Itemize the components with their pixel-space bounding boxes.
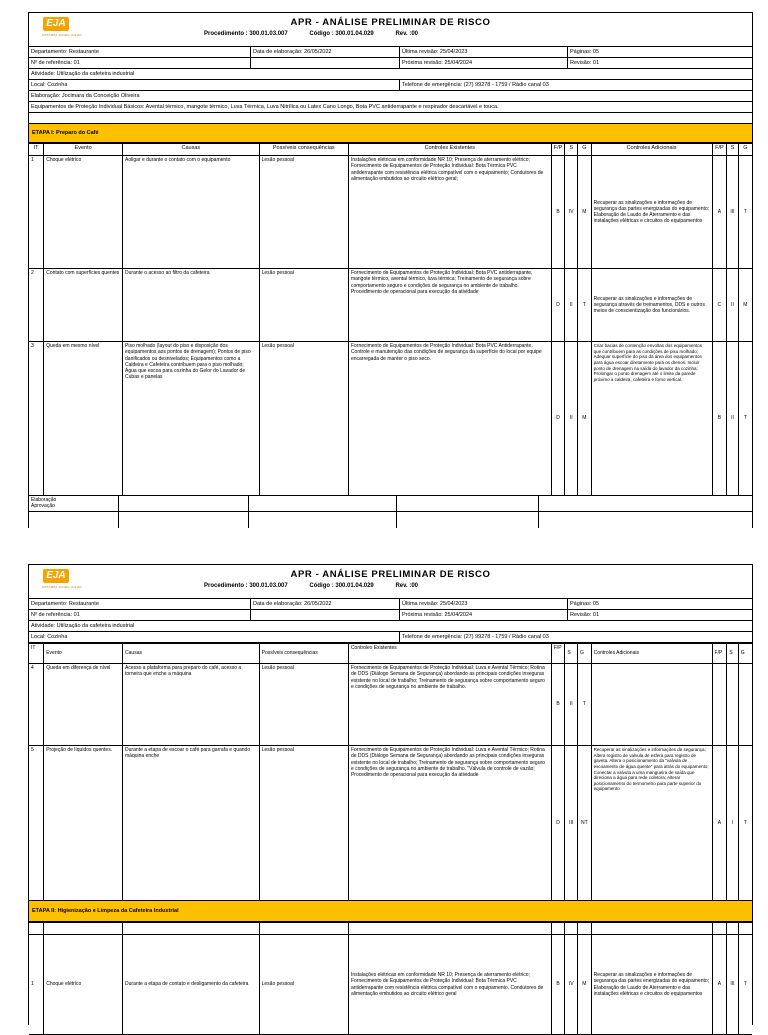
row-fp: D <box>551 342 565 496</box>
elaboracao-label: Elaboração <box>31 497 57 503</box>
col-fp2: F/P <box>712 644 727 664</box>
col-s2: S <box>727 644 739 664</box>
proxima-revisao: Próxima revisão: 25/04/2024 <box>399 610 567 620</box>
row-controles: Instalações elétricas em conformidade NR 10; Presença de aterramento elétrico; Fornecimento de Equipamentos de Proteção Individual: Bota Térmica PVC antiderrapante com resistência elétrica compatível com o equipamento; Condutores de alimentação embutidos ao circuito elétrico geral; <box>348 156 551 269</box>
row-fp: B <box>551 664 565 746</box>
revision-code: Rev. :00 <box>395 583 419 589</box>
row-fp: D <box>551 746 565 901</box>
document-title: APR - ANÁLISE PRELIMINAR DE RISCO <box>290 569 491 580</box>
row-g: NT <box>578 746 592 901</box>
row-evento: Choque elétrico <box>44 156 123 269</box>
logo-subtitle: ESTAMPA JUNHO JULHO <box>42 585 82 589</box>
data-elaboracao: Data de elaboração: 26/05/2022 <box>250 47 399 57</box>
risk-table-page2 <box>29 643 752 901</box>
row-evento: Contato com superfícies quentes <box>44 269 123 342</box>
table-row <box>29 664 752 746</box>
col-s: S <box>565 644 578 664</box>
sign-cell <box>248 496 396 511</box>
document-page-1 <box>28 12 753 530</box>
row-s2: I <box>727 746 739 901</box>
col-consequencias: Possíveis consequências <box>259 144 348 156</box>
row-controles: Fornecimento de Equipamentos de Proteção Individual: Bota PVC Antiderrapante. Controle e manutenção das condições de segurança da superfície do local por equipe encarregada de manter o piso seco. <box>348 342 551 496</box>
spacer-row <box>29 923 752 935</box>
document-title: APR - ANÁLISE PRELIMINAR DE RISCO <box>290 17 491 28</box>
procedimento-code: Procedimento : 300.01.03.007 <box>204 583 288 589</box>
local: Local: Cozinha <box>31 82 68 88</box>
empty-cell <box>578 923 592 935</box>
signature-row <box>29 511 752 529</box>
info-row-1 <box>29 47 752 58</box>
col-causas: Causas <box>123 144 260 156</box>
row-fp2 <box>712 664 727 746</box>
row-s: II <box>565 342 578 496</box>
col-adicionais: Controles Adicionais <box>591 644 712 664</box>
row-g: M <box>578 156 592 269</box>
risk-table-page2-etapa2 <box>29 922 752 1035</box>
empty-cell <box>565 923 578 935</box>
row-adicionais: Recuperar as sinalizações e informações de segurança através de treinamentos, DDS e outros meios de conscientização dos funcionários. <box>591 269 712 342</box>
empty-cell <box>348 923 551 935</box>
row-g: T <box>578 664 592 746</box>
row-evento: Projeção de líquidos quentes. <box>44 746 123 901</box>
risk-table-page1 <box>29 143 752 496</box>
telefone-emergencia: Telefone de emergência: (27) 99278 - 1759 / Rádio canal 03 <box>399 80 750 90</box>
atividade: Atividade: Utilização da cafeteira industrial <box>31 623 135 629</box>
sign-cell <box>538 496 752 511</box>
row-causas: Durante o acesso ao filtro da cafeteira <box>123 269 260 342</box>
row-consequencias: Lesão pessoal <box>259 269 348 342</box>
spacer-row <box>29 113 752 124</box>
row-s: II <box>565 269 578 342</box>
row-controles: Fornecimento de Equipamentos de Proteção Individual: Luva e Avental Térmico; Rotina de DDS (Diálogo Semana de Segurança) abordando as principais condições inseguras existente no local de trabalho; Treinamento de segurança sobre comportamento seguro e condições de segurança no ambiente de trabalho. "Válvula de controle de vazão; Procedimento de operacional para execução da atividade <box>348 746 551 901</box>
empty-cell <box>712 923 727 935</box>
row-fp: B <box>551 156 565 269</box>
row-adicionais <box>591 664 712 746</box>
col-s: S <box>565 144 578 156</box>
sign-cell <box>118 496 248 511</box>
signature-row <box>29 496 752 511</box>
table-row <box>29 156 752 269</box>
row-evento: Choque elétrico <box>44 935 123 1035</box>
row-g2: T <box>738 935 752 1035</box>
row-fp2: A <box>712 156 727 269</box>
col-evento: Evento <box>44 644 123 664</box>
empty-cell <box>551 923 565 935</box>
sign-cell <box>29 511 118 529</box>
row-fp: B <box>551 935 565 1035</box>
row-s2: III <box>727 935 739 1035</box>
blank-cell <box>250 610 399 620</box>
row-causas: Piso molhado (layout do piso e disposição dos equipamentos aos pontos de drenagem); Pontos de piso danificados ou desnivelados; Equipamentos como a Caldeira e Cafeteira contribuem para o piso molhado; Água que escoa para cozinha do Gelor do Lavador de Cubas e panelas <box>123 342 260 496</box>
document-codes <box>204 583 438 589</box>
referencia: Nº de referência: 01 <box>31 60 80 66</box>
col-evento: Evento <box>44 144 123 156</box>
local: Local: Cozinha <box>31 634 68 640</box>
sign-cell <box>396 511 538 529</box>
sign-cell <box>538 511 752 529</box>
elaboracao: Elaboração: Jocimara da Conceição Oliveira <box>31 93 140 99</box>
info-row-3 <box>29 621 752 632</box>
table-row <box>29 269 752 342</box>
row-s2: III <box>727 156 739 269</box>
table-row <box>29 935 752 1035</box>
revisao: Revisão: 01 <box>567 58 750 68</box>
referencia: Nº de referência: 01 <box>31 612 80 618</box>
col-causas: Causas <box>123 644 260 664</box>
empty-cell <box>738 923 752 935</box>
table-header <box>29 644 752 664</box>
table-row <box>29 342 752 496</box>
info-row-5 <box>29 91 752 102</box>
row-evento: Queda em mesmo nível <box>44 342 123 496</box>
empty-cell <box>591 923 712 935</box>
info-row-3 <box>29 69 752 80</box>
table-row <box>29 746 752 901</box>
paginas: Páginas: 05 <box>567 599 750 609</box>
info-row-6 <box>29 102 752 113</box>
atividade: Atividade: Utilização da cafeteira industrial <box>31 71 135 77</box>
sign-labels <box>29 496 118 511</box>
row-fp2: B <box>712 342 727 496</box>
paginas: Páginas: 05 <box>567 47 750 57</box>
row-consequencias: Lesão pessoal <box>259 746 348 901</box>
row-it: 1 <box>29 156 44 269</box>
revisao: Revisão: 01 <box>567 610 750 620</box>
revision-code: Rev. :00 <box>395 31 419 37</box>
codigo-code: Código : 300.01.04.029 <box>309 31 374 37</box>
col-adicionais: Controles Adicionais <box>591 144 712 156</box>
row-s: II <box>565 664 578 746</box>
empty-cell <box>727 923 739 935</box>
etapa-2-header: ETAPA II: Higienização e Limpeza da Cafeteira Industrial <box>29 901 752 922</box>
col-controles: Controles Existentes <box>348 144 551 156</box>
sign-cell <box>396 496 538 511</box>
row-controles: Instalações elétricas em conformidade NR 10; Presença de aterramento elétrico; Fornecimento de Equipamentos de Proteção Individual: Bota Térmica PVC antiderrapante com resistência elétrica compatível com o equipamento. Condutores de alimentação embutidos ao circuito elétrico geral <box>348 935 551 1035</box>
col-s2: S <box>727 144 739 156</box>
etapa-1-header: ETAPA I: Preparo do Café <box>29 124 752 143</box>
row-consequencias: Lesão pessoal <box>259 156 348 269</box>
row-s2: II <box>727 342 739 496</box>
empty-cell <box>29 923 44 935</box>
info-row-2 <box>29 58 752 69</box>
title-block <box>29 13 752 47</box>
row-fp: D <box>551 269 565 342</box>
procedimento-code: Procedimento : 300.01.03.007 <box>204 31 288 37</box>
row-causas: Acesso a plataforma para preparo do café, acesso a torneira que enche a máquina <box>123 664 260 746</box>
sign-cell <box>248 511 396 529</box>
logo-subtitle: ESTAMPA JUNHO JULHO <box>42 33 82 37</box>
row-adicionais: Recuperar as sinalizações e informações de segurança das partes energizadas do equipamento; Elaboração de Laudo de Aterramento e das instalações elétricas e circuitos do equipamentos <box>591 156 712 269</box>
row-consequencias: Lesão pessoal <box>259 342 348 496</box>
row-g2: T <box>738 746 752 901</box>
data-elaboracao: Data de elaboração: 26/05/2022 <box>250 599 399 609</box>
row-s: IV <box>565 935 578 1035</box>
info-row-4 <box>29 632 752 643</box>
row-g2: T <box>738 156 752 269</box>
row-g2: M <box>738 269 752 342</box>
row-fp2: A <box>712 935 727 1035</box>
row-causas: Aoligar e durante o contato com o equipamento <box>123 156 260 269</box>
row-controles: Fornecimento de Equipamentos de Proteção Individual: Bota PVC antiderrapante, mangote térmico, avental térmico, luva térmica; Treinamento de segurança sobre comportamento seguro e condições de segurança no ambiente de trabalho. Procedimento de operacional para execução da atividade <box>348 269 551 342</box>
col-fp2: F/P <box>712 144 727 156</box>
row-adicionais: Recuperar as sinalizações e informações de segurança das partes energizadas do equipamento; Elaboração de Laudo de Aterramento e das instalações elétricas e circuitos do equipamentos <box>591 935 712 1035</box>
document-codes <box>204 31 438 37</box>
row-it: 4 <box>29 664 44 746</box>
col-it: IT <box>29 144 44 156</box>
row-s2: II <box>727 269 739 342</box>
row-s: IV <box>565 156 578 269</box>
row-it: 2 <box>29 269 44 342</box>
row-evento: Queda em diferença de nível <box>44 664 123 746</box>
blank-cell <box>250 58 399 68</box>
empty-cell <box>123 923 260 935</box>
page-gap <box>0 528 768 564</box>
col-it: IT <box>29 644 44 664</box>
epi-basicos: Equipamentos de Proteção Individual Básicos: Avental térmico, mangote térmico, Luva Térmica, Luva Nitrílica ou Latex Cano Longo, Bota PVC antiderrapante e respirador descartável e touca. <box>31 104 499 110</box>
row-causas: Durante a etapa de escoar o café para garrafa e quando máquina enche <box>123 746 260 901</box>
col-g2: G <box>738 644 752 664</box>
table-header <box>29 144 752 156</box>
info-row-1 <box>29 599 752 610</box>
row-s2 <box>727 664 739 746</box>
info-row-4 <box>29 80 752 91</box>
row-controles: Fornecimento de Equipamentos de Proteção Individual: Luva e Avental Térmico; Rotina de DDS (Diálogo Semana de Segurança) abordando as principais condições inseguras existente no local de trabalho; Treinamento de segurança sobre comportamento seguro e condições de segurança no ambiente de trabalho. <box>348 664 551 746</box>
row-fp2: C <box>712 269 727 342</box>
row-consequencias: Lesão pessoal <box>259 664 348 746</box>
telefone-emergencia: Telefone de emergência: (27) 99278 - 1759 / Rádio canal 03 <box>399 632 750 642</box>
info-row-2 <box>29 610 752 621</box>
row-adicionais: Criar bacias de contenção envoltas dos equipamentos que contribuem para as condições de piso molhado; Adequar superfície do piso da área dos equipamentos para água escoar diretamente para os drenos. Incluir ponto de drenagem na saída do lavador da cozinha; Prolongar o ponto drenagem até o limite da parede próximo a caldeira, cafeteira e forno vertical. <box>591 342 712 496</box>
row-consequencias: Lesão pessoal <box>259 935 348 1035</box>
signature-table <box>29 496 752 530</box>
ultima-revisao: Última revisão: 25/04/2023 <box>399 47 567 57</box>
aprovacao-label: Aprovação <box>31 503 55 510</box>
ultima-revisao: Última revisão: 25/04/2023 <box>399 599 567 609</box>
col-g2: G <box>738 144 752 156</box>
row-adicionais: Recuperar as sinalizações e informações de segurança; Altera registro de valvula de esfera para registro de gaveta. Altera o posicionamento da "valvula de escoamento de água quente" para atrás do equipamento; Conectar a valvula a uma mangueira de saída que direciona a água para rede coletora; Alterar posicionamento do termometro para parte superior do equipamento <box>591 746 712 901</box>
row-g: M <box>578 935 592 1035</box>
row-g: M <box>578 342 592 496</box>
departamento: Departamento: Restaurante <box>31 601 99 607</box>
col-fp: F/P <box>551 644 565 664</box>
row-it: 3 <box>29 342 44 496</box>
col-g: G <box>578 644 592 664</box>
row-s: III <box>565 746 578 901</box>
row-it: 5 <box>29 746 44 901</box>
departamento: Departamento: Restaurante <box>31 49 99 55</box>
col-g: G <box>578 144 592 156</box>
empty-cell <box>259 923 348 935</box>
codigo-code: Código : 300.01.04.029 <box>309 583 374 589</box>
row-g: T <box>578 269 592 342</box>
document-page-2 <box>28 564 753 1025</box>
row-g2 <box>738 664 752 746</box>
logo-text: EJA <box>43 17 69 31</box>
row-fp2: A <box>712 746 727 901</box>
col-fp: F/P <box>551 144 565 156</box>
title-block <box>29 565 752 599</box>
proxima-revisao: Próxima revisão: 25/04/2024 <box>399 58 567 68</box>
row-g2: T <box>738 342 752 496</box>
col-controles: Controles Existentes <box>348 644 551 664</box>
sign-cell <box>118 511 248 529</box>
col-consequencias: Possíveis consequências <box>259 644 348 664</box>
row-causas: Durante a etapa de contato e desligamento da cafeteira <box>123 935 260 1035</box>
logo-text: EJA <box>43 569 69 583</box>
empty-cell <box>44 923 123 935</box>
row-it: 1 <box>29 935 44 1035</box>
